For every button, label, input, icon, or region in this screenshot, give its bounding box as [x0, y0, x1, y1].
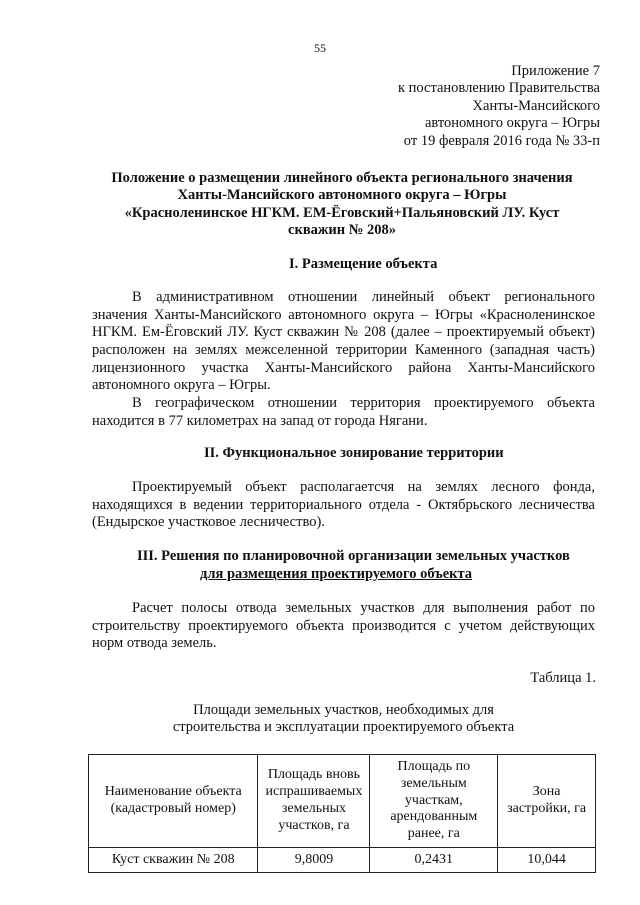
paragraph: Проектируемый объект располагаетсчя на землях лесного фонда, находящихся в ведении территориального отдела - Октябрьского лесничества (Ендырское участковое лесничество).: [92, 479, 595, 531]
column-header: Площадь вновь испрашиваемых земельных участков, га: [258, 755, 370, 848]
land-area-table: [88, 754, 596, 873]
paragraph: Расчет полосы отвода земельных участков для выполнения работ по строительству проектируемого объекта производится с учетом действующих норм отвода земель.: [92, 600, 595, 652]
section-3-heading-line1: III. Решения по планировочной организации земельных участков: [137, 548, 570, 564]
table-title: [92, 702, 595, 737]
section-3-heading-line2: для размещения проектируемого объекта: [200, 566, 473, 582]
page-number: 55: [314, 41, 326, 55]
section-3-body: [92, 600, 595, 653]
table-cell: 10,044: [498, 848, 596, 873]
title-line: Ханты-Мансийского автономного округа – Югры: [177, 187, 507, 204]
annex-line: автономного округа – Югры: [424, 115, 600, 132]
column-header: Зона застройки, га: [498, 755, 596, 848]
table-header-row: [89, 755, 596, 848]
section-2-heading: II. Функциональное зонирование территории: [204, 445, 504, 461]
column-header: Наименование объекта (кадастровый номер): [89, 755, 258, 848]
title-line: скважин № 208»: [288, 222, 396, 239]
paragraph: В географическом отношении территория проектируемого объекта находится в 77 километрах на запад от города Нягани.: [92, 395, 595, 429]
table-row: [89, 848, 596, 873]
annex-line: от 19 февраля 2016 года № 33-п: [403, 132, 600, 149]
annex-line: Ханты-Мансийского: [472, 97, 600, 114]
section-1-heading: I. Размещение объекта: [289, 256, 438, 272]
title-line: «Красноленинское НГКМ. ЕМ-Ёговский+Пальяновский ЛУ. Куст: [124, 204, 560, 221]
annex-header: [398, 63, 600, 150]
table-cell: 9,8009: [258, 848, 370, 873]
table-caption: Таблица 1.: [530, 670, 596, 686]
column-header: Площадь по земельным участкам, арендованным ранее, га: [370, 755, 498, 848]
table-cell: 0,2431: [370, 848, 498, 873]
annex-line: к постановлению Правительства: [398, 80, 600, 97]
annex-line: Приложение 7: [511, 63, 600, 79]
table-title-line: Площади земельных участков, необходимых для: [193, 702, 494, 718]
table-title-line: строительства и эксплуатации проектируемого объекта: [172, 719, 515, 736]
table-cell: Куст скважин № 208: [89, 848, 258, 873]
paragraph: В административном отношении линейный объект регионального значения Ханты-Мансийского автономного округа – Югры «Красноленинское НГКМ. Ем-Ёговский ЛУ. Куст скважин № 208 (далее – проектируемый объект) расположен на землях межселенной территории Каменного (западная часть) лицензионного участка Ханты-Мансийского района Ханты-Мансийского автономного округа – Югры.: [92, 289, 595, 394]
document-title: [92, 170, 592, 240]
title-line: Положение о размещении линейного объекта регионального значения: [111, 170, 573, 186]
section-1-body: [92, 289, 595, 431]
section-2-body: [92, 479, 595, 532]
